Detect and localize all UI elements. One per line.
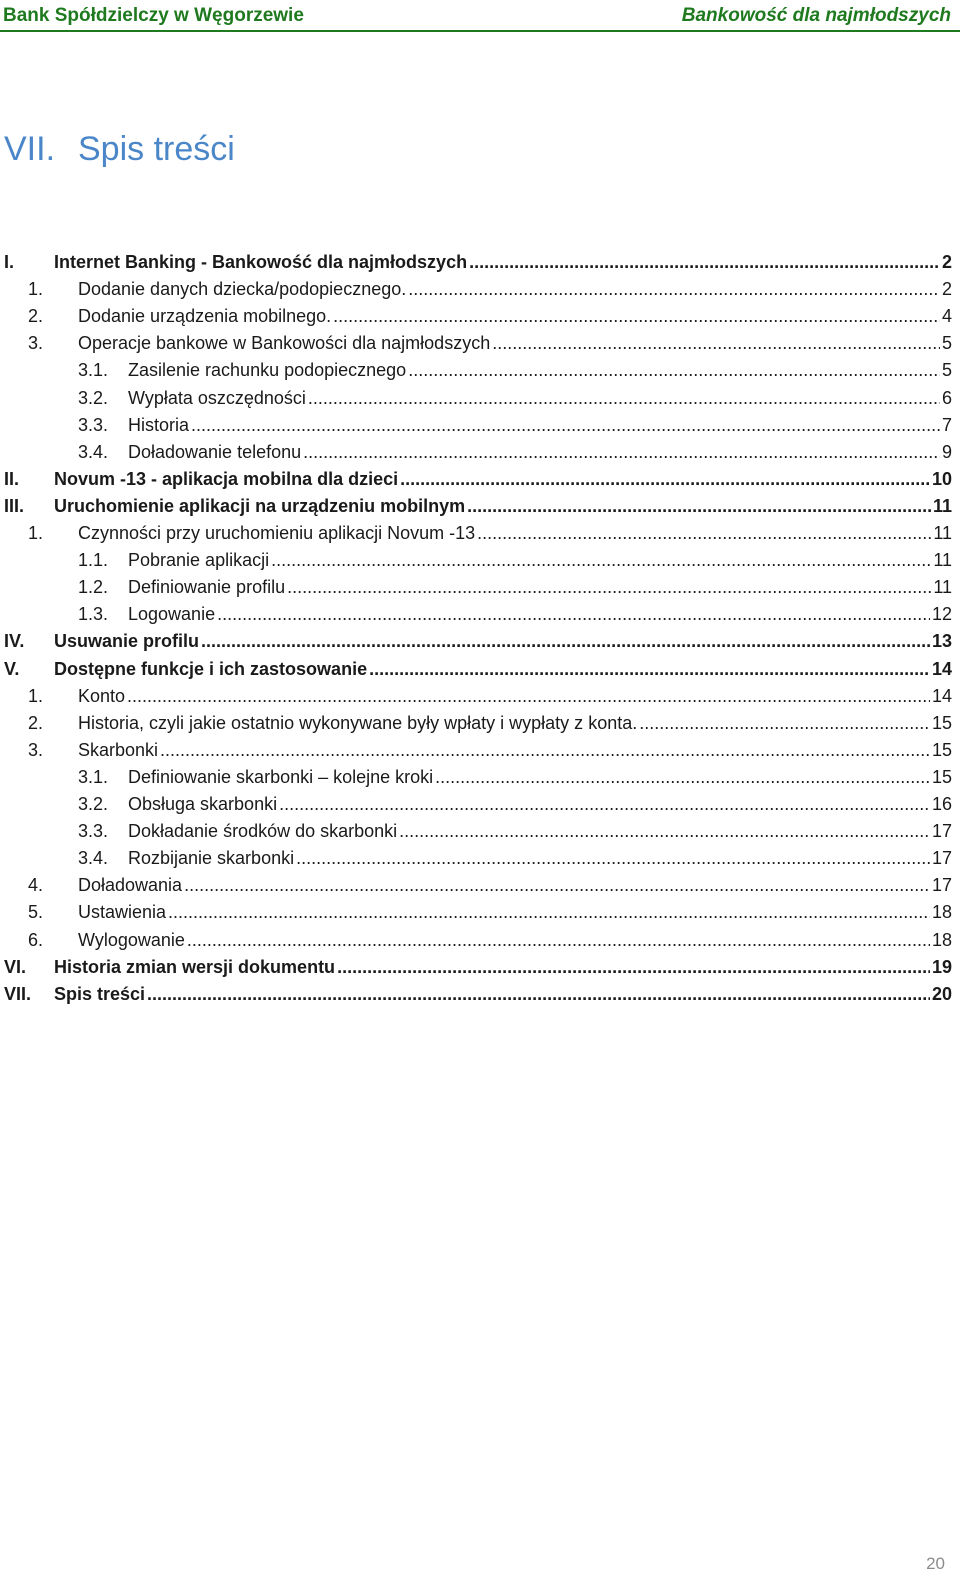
toc-entry-page: 9 (941, 441, 952, 462)
toc-entry-title: Dodanie danych dziecka/podopiecznego. (78, 279, 407, 300)
toc-entry-page: 5 (941, 360, 952, 381)
toc-entry[interactable] (0, 930, 952, 957)
toc-dot-leader (191, 415, 940, 436)
toc-entry-number: III. (4, 495, 25, 516)
toc-entry-number: 1.1. (78, 550, 109, 571)
toc-entry[interactable] (0, 523, 952, 550)
toc-entry-title: Historia (128, 414, 190, 435)
toc-entry[interactable] (0, 333, 952, 360)
page-header (0, 0, 960, 32)
toc-entry[interactable] (0, 957, 952, 984)
toc-entry[interactable] (0, 306, 952, 333)
toc-entry-page: 15 (931, 739, 952, 760)
toc-entry[interactable] (0, 767, 952, 794)
toc-entry-page: 13 (931, 631, 952, 652)
toc-entry-title: Operacje bankowe w Bankowości dla najmłodszych (78, 333, 491, 354)
toc-entry-title: Rozbijanie skarbonki (128, 848, 295, 869)
toc-entry-number: 1. (28, 523, 44, 543)
toc-entry-number: 3.4. (78, 441, 109, 462)
toc-entry-page: 15 (931, 712, 952, 733)
toc-entry[interactable] (0, 360, 952, 387)
toc-entry-number: 3. (28, 333, 44, 354)
toc-entry-title: Definiowanie profilu (128, 577, 286, 598)
toc-entry[interactable] (0, 415, 952, 442)
toc-dot-leader (308, 388, 940, 409)
toc-entry-title: Konto (78, 685, 126, 706)
toc-entry-number: 1. (28, 279, 44, 300)
toc-entry-number: VII. (4, 983, 32, 1004)
toc-entry-page: 20 (931, 983, 952, 1004)
toc-entry-page: 2 (941, 279, 952, 300)
toc-entry[interactable] (0, 442, 952, 469)
toc-entry-title: Novum -13 - aplikacja mobilna dla dzieci (54, 468, 399, 489)
toc-entry[interactable] (0, 631, 952, 658)
toc-entry-page: 18 (931, 929, 952, 950)
toc-dot-leader (337, 957, 930, 978)
toc-entry-number: I. (4, 252, 15, 272)
toc-dot-leader (435, 767, 930, 788)
toc-entry-page: 4 (941, 306, 952, 327)
toc-dot-leader (303, 442, 940, 463)
toc-entry-title: Pobranie aplikacji (128, 550, 270, 571)
toc-entry-title: Ustawienia (78, 902, 167, 923)
toc-entry-title: Skarbonki (78, 739, 159, 760)
toc-dot-leader (287, 577, 931, 598)
toc-entry-number: 2. (28, 306, 44, 327)
toc-entry[interactable] (0, 388, 952, 415)
toc-entry[interactable] (0, 496, 952, 523)
toc-entry[interactable] (0, 550, 952, 577)
toc-entry[interactable] (0, 279, 952, 306)
section-title-text: Spis treści (78, 130, 235, 168)
toc-entry-page: 11 (933, 550, 952, 571)
toc-entry[interactable] (0, 902, 952, 929)
toc-entry-page: 16 (931, 794, 952, 814)
toc-dot-leader (469, 252, 940, 273)
toc-entry[interactable] (0, 713, 952, 740)
toc-dot-leader (492, 333, 940, 354)
toc-entry-page: 15 (931, 766, 952, 787)
toc-dot-leader (408, 279, 940, 300)
toc-entry-title: Logowanie (128, 604, 216, 625)
toc-entry-number: 3.4. (78, 848, 109, 869)
toc-entry-page: 17 (931, 875, 952, 896)
toc-dot-leader (477, 523, 931, 544)
toc-entry-number: IV. (4, 631, 25, 652)
toc-entry-page: 14 (931, 685, 952, 706)
toc-dot-leader (127, 686, 930, 707)
toc-entry[interactable] (0, 821, 952, 848)
toc-entry[interactable] (0, 577, 952, 604)
toc-entry-title: Dostępne funkcje i ich zastosowanie (54, 658, 368, 679)
toc-entry-number: 1.3. (78, 604, 109, 625)
section-title (4, 130, 235, 169)
toc-entry-number: VI. (4, 956, 27, 977)
toc-entry-page: 10 (931, 468, 952, 489)
footer-page-number: 20 (926, 1554, 945, 1573)
toc-entry-title: Usuwanie profilu (54, 631, 200, 652)
toc-entry-number: 2. (28, 712, 44, 733)
toc-entry-number: 4. (28, 875, 44, 896)
toc-entry-title: Czynności przy uruchomieniu aplikacji Novum -13 (78, 523, 476, 543)
toc-entry-number: 3.1. (78, 766, 109, 787)
toc-dot-leader (279, 794, 930, 815)
toc-entry-number: 3.2. (78, 794, 109, 814)
toc-dot-leader (168, 902, 930, 923)
toc-dot-leader (147, 984, 930, 1005)
toc-entry-title: Doładowania (78, 875, 183, 896)
toc-entry-number: 3.2. (78, 387, 109, 408)
toc-entry-page: 19 (931, 956, 952, 977)
toc-dot-leader (399, 821, 930, 842)
toc-entry-page: 18 (931, 902, 952, 923)
toc-entry-title: Dokładanie środków do skarbonki (128, 821, 398, 842)
toc-entry[interactable] (0, 686, 952, 713)
toc-entry-number: 6. (28, 929, 44, 950)
toc-entry-title: Definiowanie skarbonki – kolejne kroki (128, 766, 434, 787)
toc-entry-number: 3.1. (78, 360, 109, 381)
toc-dot-leader (184, 875, 930, 896)
toc-entry-number: 1.2. (78, 577, 109, 598)
toc-entry-page: 11 (933, 577, 952, 598)
toc-entry-number: 3. (28, 739, 44, 760)
toc-dot-leader (639, 713, 930, 734)
toc-entry-page: 11 (933, 523, 952, 543)
toc-dot-leader (408, 360, 940, 381)
toc-entry-title: Obsługa skarbonki (128, 794, 278, 814)
toc-dot-leader (201, 631, 930, 652)
toc-dot-leader (400, 469, 930, 490)
toc-dot-leader (160, 740, 930, 761)
toc-dot-leader (217, 604, 930, 625)
toc-entry-page: 14 (931, 658, 952, 679)
toc-entry-page: 12 (931, 604, 952, 625)
toc-entry-page: 2 (941, 252, 952, 272)
toc-entry[interactable] (0, 469, 952, 496)
toc-entry-number: 1. (28, 685, 44, 706)
toc-entry-number: V. (4, 658, 20, 679)
toc-entry-number: 3.3. (78, 821, 109, 842)
section-title-number: VII. (4, 130, 56, 168)
toc-entry-title: Wylogowanie (78, 929, 185, 950)
toc-dot-leader (369, 659, 930, 680)
toc-entry-page: 7 (941, 414, 952, 435)
toc-entry-page: 11 (932, 495, 952, 516)
toc-entry[interactable] (0, 659, 952, 686)
header-bank-name: Bank Spółdzielczy w Węgorzewie (3, 5, 304, 26)
toc-entry[interactable] (0, 252, 952, 279)
toc-dot-leader (271, 550, 931, 571)
toc-entry-title: Wypłata oszczędności (128, 387, 306, 408)
toc-entry[interactable] (0, 604, 952, 631)
toc-entry[interactable] (0, 848, 952, 875)
toc-dot-leader (467, 496, 931, 517)
toc-entry-title: Zasilenie rachunku podopiecznego (128, 360, 407, 381)
toc-entry[interactable] (0, 740, 952, 767)
toc-dot-leader (187, 930, 930, 951)
toc-dot-leader (296, 848, 930, 869)
header-document-title: Bankowość dla najmłodszych (681, 5, 951, 26)
toc-entry[interactable] (0, 984, 952, 1011)
toc-dot-leader (333, 306, 940, 327)
toc-entry[interactable] (0, 875, 952, 902)
toc-entry-page: 6 (941, 387, 952, 408)
toc-entry-title: Uruchomienie aplikacji na urządzeniu mobilnym (54, 495, 466, 516)
toc-entry-number: 5. (28, 902, 44, 923)
toc-entry[interactable] (0, 794, 952, 821)
toc-entry-title: Spis treści (54, 983, 146, 1004)
toc-entry-page: 17 (931, 821, 952, 842)
toc-entry-title: Historia zmian wersji dokumentu (54, 956, 336, 977)
toc-entry-title: Internet Banking - Bankowość dla najmłodszych (54, 252, 468, 272)
toc-entry-title: Doładowanie telefonu (128, 441, 302, 462)
toc-entry-title: Dodanie urządzenia mobilnego. (78, 306, 332, 327)
toc-entry-number: 3.3. (78, 414, 109, 435)
toc-entry-page: 5 (941, 333, 952, 354)
toc-entry-number: II. (4, 468, 20, 489)
toc-entry-page: 17 (931, 848, 952, 869)
toc-entry-title: Historia, czyli jakie ostatnio wykonywane były wpłaty i wypłaty z konta. (78, 712, 638, 733)
